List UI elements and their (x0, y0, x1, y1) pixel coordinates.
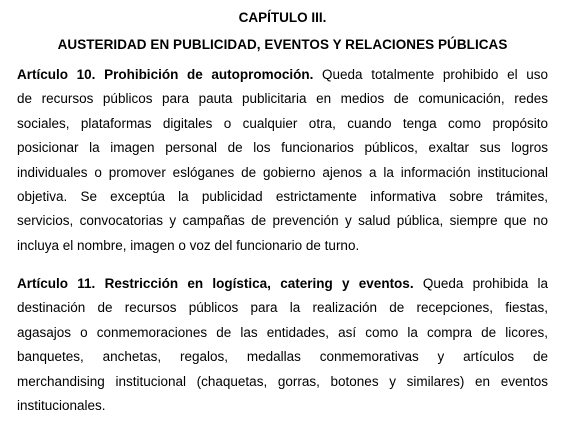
article-line: institucionales. (17, 397, 106, 413)
article-line: sociales, plataformas digitales o cualquier otra, cuando tenga como propósito (17, 115, 548, 131)
chapter-heading: CAPÍTULO III. (238, 10, 327, 25)
article-line: individuales o promover eslóganes de gobierno ajenos a la información institucional (17, 164, 548, 180)
article-line: incluya el nombre, imagen o voz del funcionario de turno. (17, 237, 360, 253)
article-10 (17, 63, 548, 258)
article-line (17, 63, 548, 87)
article-line: objetiva. Se exceptúa la publicidad estrictamente informativa sobre trámites, (17, 188, 548, 204)
chapter-title: AUSTERIDAD EN PUBLICIDAD, EVENTOS Y RELACIONES PÚBLICAS (57, 37, 508, 52)
article-line: merchandising institucional (chaquetas, gorras, botones y similares) en eventos (17, 373, 548, 389)
article-line: servicios, convocatorias y campañas de prevención y salud pública, siempre que no (17, 213, 548, 229)
article-title: Artículo 10. Prohibición de autopromoción. (17, 67, 314, 82)
article-line: destinación de recursos públicos para la realización de recepciones, fiestas, (17, 300, 548, 316)
article-line: de recursos públicos para pauta publicitaria en medios de comunicación, redes (17, 91, 548, 107)
article-11 (17, 272, 548, 418)
article-title: Artículo 11. Restricción en logística, catering y eventos. (17, 276, 414, 291)
article-text: Queda prohibida la (413, 276, 548, 291)
article-line: agasajos o conmemoraciones de las entidades, así como la compra de licores, (17, 324, 548, 340)
article-line (17, 272, 548, 296)
article-line: posicionar la imagen personal de los funcionarios públicos, exaltar sus logros (17, 140, 548, 156)
article-line: banquetes, anchetas, regalos, medallas conmemorativas y artículos de (17, 349, 548, 365)
article-text: Queda totalmente prohibido el uso (313, 67, 548, 82)
